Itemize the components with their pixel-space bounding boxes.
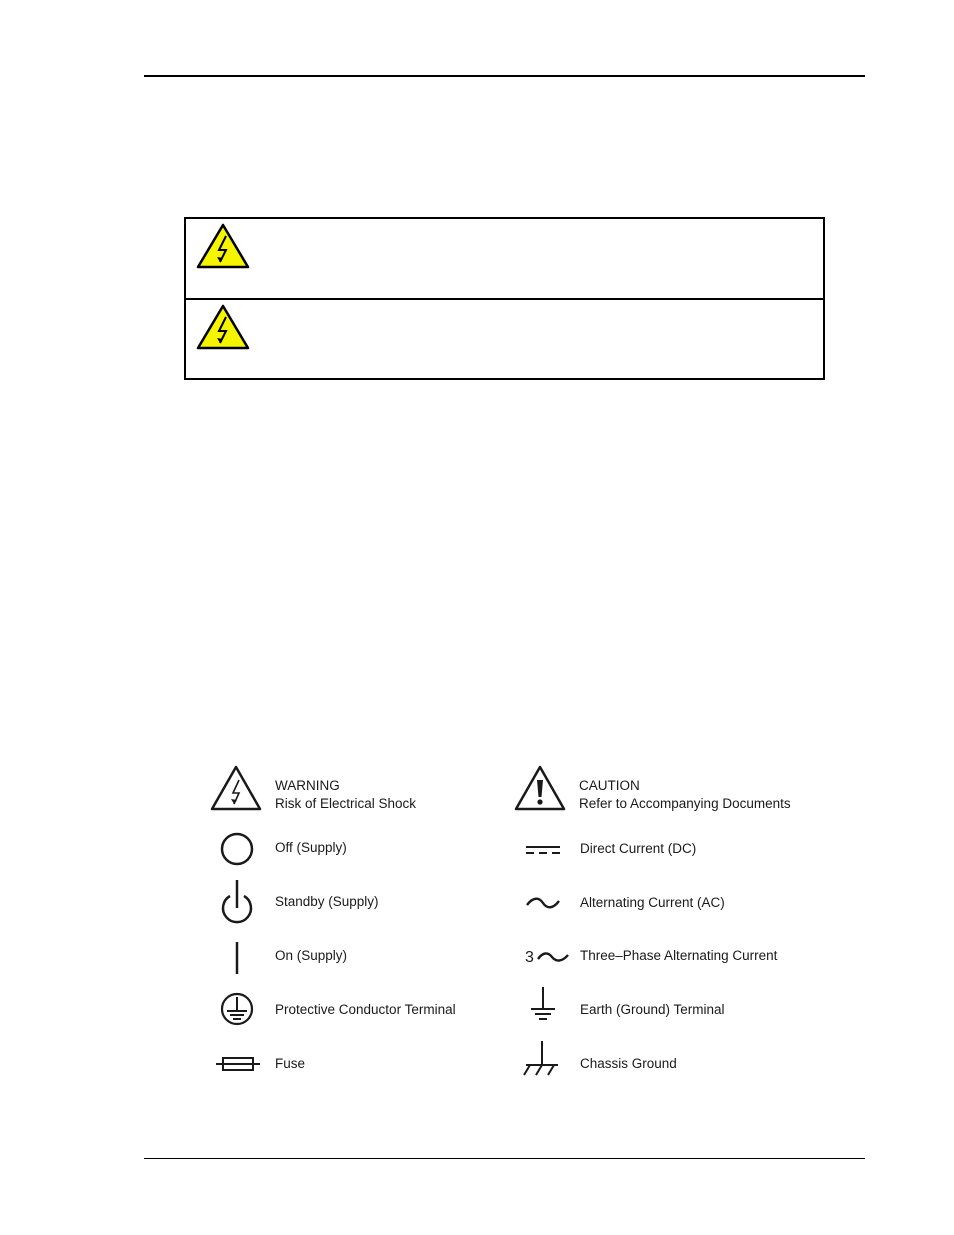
high-voltage-warning-icon <box>195 222 251 270</box>
three-phase-label: Three–Phase Alternating Current <box>580 948 778 963</box>
warning-title: WARNING <box>275 778 340 793</box>
three-phase-glyph: 3 <box>525 949 534 966</box>
fuse-icon <box>214 1054 262 1074</box>
warning-subtitle: Risk of Electrical Shock <box>275 796 417 811</box>
alternating-current-label: Alternating Current (AC) <box>580 895 725 910</box>
alternating-current-icon <box>524 894 562 912</box>
caution-icon <box>513 764 567 812</box>
protective-conductor-icon <box>219 991 255 1027</box>
off-supply-label: Off (Supply) <box>275 840 347 855</box>
earth-ground-icon <box>527 985 559 1025</box>
fuse-label: Fuse <box>275 1056 306 1071</box>
earth-ground-label: Earth (Ground) Terminal <box>580 1002 725 1017</box>
standby-supply-label: Standby (Supply) <box>275 894 379 909</box>
footer-rule <box>144 1158 865 1159</box>
on-supply-label: On (Supply) <box>275 948 348 963</box>
protective-conductor-label: Protective Conductor Terminal <box>275 1002 456 1017</box>
off-supply-icon <box>219 831 255 867</box>
caution-subtitle: Refer to Accompanying Documents <box>579 796 791 811</box>
direct-current-icon <box>524 842 562 858</box>
header-rule <box>144 75 865 77</box>
on-supply-icon <box>230 940 244 976</box>
warning-box-1 <box>184 217 825 300</box>
chassis-ground-label: Chassis Ground <box>580 1056 677 1071</box>
standby-supply-icon <box>218 878 256 928</box>
direct-current-label: Direct Current (DC) <box>580 841 697 856</box>
caution-title: CAUTION <box>579 778 640 793</box>
three-phase-icon <box>536 948 570 966</box>
high-voltage-warning-icon <box>195 303 251 351</box>
electric-shock-warning-icon <box>209 764 263 812</box>
warning-box-2 <box>184 298 825 380</box>
chassis-ground-icon <box>521 1039 563 1079</box>
